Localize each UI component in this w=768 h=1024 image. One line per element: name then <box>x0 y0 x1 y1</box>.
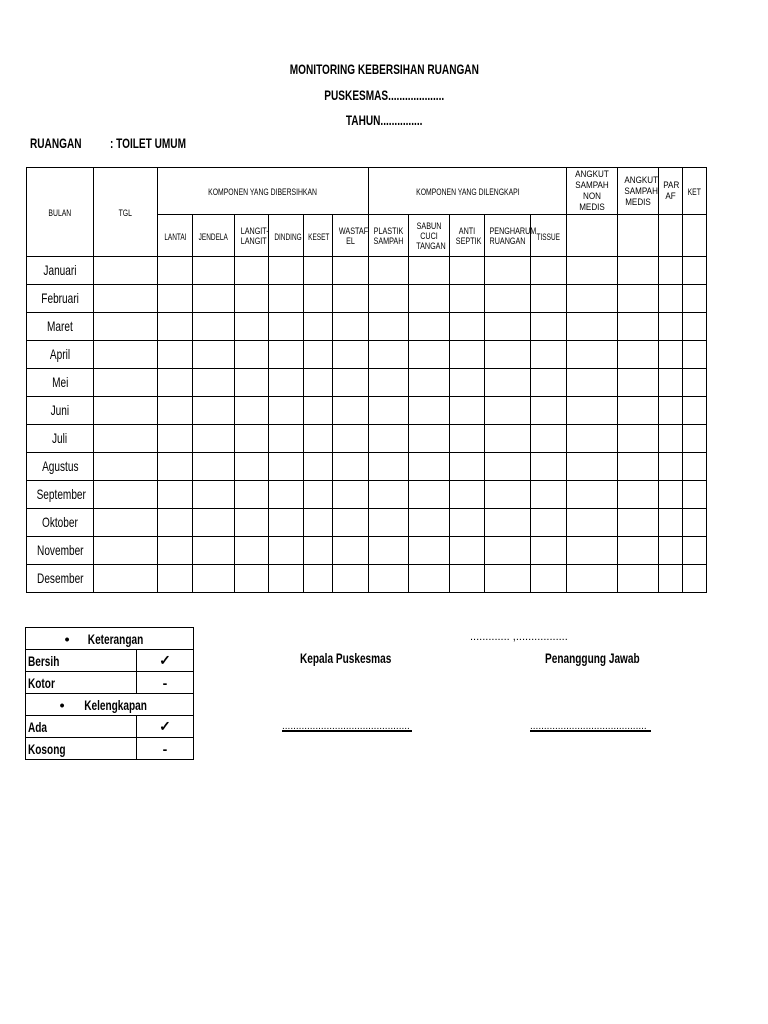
room-value: : TOILET UMUM <box>110 135 186 151</box>
entry-cell[interactable] <box>94 341 158 369</box>
entry-cell[interactable] <box>683 313 707 341</box>
entry-cell[interactable] <box>618 453 659 481</box>
table-row <box>27 565 707 593</box>
month-cell: Juli <box>27 425 94 453</box>
entry-cell[interactable] <box>304 425 333 453</box>
tahun-line: TAHUN............... <box>345 112 423 128</box>
entry-cell[interactable] <box>567 257 618 285</box>
entry-cell[interactable] <box>304 341 333 369</box>
header-wastafel: WASTAF EL <box>333 215 369 257</box>
entry-cell[interactable] <box>158 341 193 369</box>
entry-cell[interactable] <box>269 341 304 369</box>
entry-cell[interactable] <box>269 397 304 425</box>
monitoring-table <box>26 167 707 593</box>
entry-cell[interactable] <box>158 369 193 397</box>
entry-cell[interactable] <box>269 313 304 341</box>
entry-cell[interactable] <box>485 453 531 481</box>
entry-cell[interactable] <box>485 509 531 537</box>
entry-cell[interactable] <box>369 397 409 425</box>
entry-cell[interactable] <box>659 313 683 341</box>
entry-cell[interactable] <box>304 565 333 593</box>
header-lantai: LANTAI <box>158 215 193 257</box>
header-tgl: TGL <box>94 168 158 257</box>
entry-cell[interactable] <box>567 313 618 341</box>
entry-cell[interactable] <box>193 341 235 369</box>
signature-right-line: .......................................... <box>530 721 651 732</box>
entry-cell[interactable] <box>618 509 659 537</box>
entry-cell[interactable] <box>618 397 659 425</box>
entry-cell[interactable] <box>409 453 450 481</box>
entry-cell[interactable] <box>158 565 193 593</box>
entry-cell[interactable] <box>158 257 193 285</box>
entry-cell[interactable] <box>567 481 618 509</box>
entry-cell[interactable] <box>304 313 333 341</box>
entry-cell[interactable] <box>450 509 485 537</box>
legend-kosong-label: Kosong <box>26 738 137 760</box>
legend-kotor-label: Kotor <box>26 672 137 694</box>
entry-cell[interactable] <box>235 257 269 285</box>
entry-cell[interactable] <box>235 565 269 593</box>
entry-cell[interactable] <box>683 425 707 453</box>
puskesmas-line: PUSKESMAS.................... <box>324 87 444 103</box>
entry-cell[interactable] <box>659 257 683 285</box>
entry-cell[interactable] <box>193 369 235 397</box>
header-sabun: SABUN CUCI TANGAN <box>409 215 450 257</box>
month-cell: Maret <box>27 313 94 341</box>
entry-cell[interactable] <box>333 285 369 313</box>
entry-cell[interactable] <box>369 453 409 481</box>
entry-cell[interactable] <box>304 509 333 537</box>
month-cell: September <box>27 481 94 509</box>
entry-cell[interactable] <box>94 565 158 593</box>
entry-cell[interactable] <box>333 341 369 369</box>
entry-cell[interactable] <box>235 369 269 397</box>
entry-cell[interactable] <box>235 537 269 565</box>
entry-cell[interactable] <box>158 397 193 425</box>
entry-cell[interactable] <box>683 565 707 593</box>
entry-cell[interactable] <box>94 257 158 285</box>
month-cell: Desember <box>27 565 94 593</box>
entry-cell[interactable] <box>618 341 659 369</box>
entry-cell[interactable] <box>193 257 235 285</box>
entry-cell[interactable] <box>531 481 567 509</box>
table-row <box>27 509 707 537</box>
entry-cell[interactable] <box>659 509 683 537</box>
header-pengharum: PENGHARUM RUANGAN <box>485 215 531 257</box>
entry-cell[interactable] <box>531 369 567 397</box>
bullet-icon: • <box>59 696 65 713</box>
entry-cell[interactable] <box>531 341 567 369</box>
entry-cell[interactable] <box>567 453 618 481</box>
entry-cell[interactable] <box>369 509 409 537</box>
entry-cell[interactable] <box>659 425 683 453</box>
entry-cell[interactable] <box>531 313 567 341</box>
entry-cell[interactable] <box>333 425 369 453</box>
entry-cell[interactable] <box>450 369 485 397</box>
entry-cell[interactable] <box>659 285 683 313</box>
check-icon: ✓ <box>137 650 194 672</box>
entry-cell[interactable] <box>659 453 683 481</box>
entry-cell[interactable] <box>531 453 567 481</box>
entry-cell[interactable] <box>269 285 304 313</box>
month-cell: April <box>27 341 94 369</box>
header-paraf: PAR AF <box>659 168 683 215</box>
month-cell: Juni <box>27 397 94 425</box>
entry-cell[interactable] <box>193 537 235 565</box>
entry-cell[interactable] <box>94 397 158 425</box>
header-tissue: TISSUE <box>531 215 567 257</box>
header-plastik: PLASTIK SAMPAH <box>369 215 409 257</box>
entry-cell[interactable] <box>369 257 409 285</box>
entry-cell[interactable] <box>567 509 618 537</box>
entry-cell[interactable] <box>235 341 269 369</box>
entry-cell[interactable] <box>683 453 707 481</box>
entry-cell[interactable] <box>485 425 531 453</box>
table-row <box>27 425 707 453</box>
entry-cell[interactable] <box>450 285 485 313</box>
entry-cell[interactable] <box>304 397 333 425</box>
legend-keterangan: • Keterangan <box>26 628 194 650</box>
entry-cell[interactable] <box>193 509 235 537</box>
entry-cell[interactable] <box>409 509 450 537</box>
entry-cell[interactable] <box>193 397 235 425</box>
header-ket: KET <box>683 168 707 215</box>
table-row <box>27 313 707 341</box>
entry-cell[interactable] <box>333 453 369 481</box>
table-row <box>27 397 707 425</box>
entry-cell[interactable] <box>618 285 659 313</box>
header-angkut-non-medis: ANGKUT SAMPAH NON MEDIS <box>567 168 618 215</box>
entry-cell[interactable] <box>193 565 235 593</box>
entry-cell[interactable] <box>369 313 409 341</box>
entry-cell[interactable] <box>304 453 333 481</box>
entry-cell[interactable] <box>531 537 567 565</box>
month-cell: Januari <box>27 257 94 285</box>
entry-cell[interactable] <box>450 257 485 285</box>
entry-cell[interactable] <box>659 369 683 397</box>
entry-cell[interactable] <box>333 369 369 397</box>
legend-table <box>25 627 194 760</box>
entry-cell[interactable] <box>333 509 369 537</box>
entry-cell[interactable] <box>304 257 333 285</box>
entry-cell[interactable] <box>618 369 659 397</box>
header-jendela: JENDELA <box>193 215 235 257</box>
bullet-icon: • <box>64 630 70 647</box>
entry-cell[interactable] <box>369 425 409 453</box>
entry-cell[interactable] <box>450 537 485 565</box>
entry-cell[interactable] <box>235 313 269 341</box>
entry-cell[interactable] <box>531 257 567 285</box>
entry-cell[interactable] <box>409 257 450 285</box>
entry-cell[interactable] <box>450 425 485 453</box>
entry-cell[interactable] <box>531 509 567 537</box>
table-row <box>27 341 707 369</box>
entry-cell[interactable] <box>567 425 618 453</box>
month-cell: November <box>27 537 94 565</box>
header-angkut-medis: ANGKUT SAMPAH MEDIS <box>618 168 659 215</box>
document-title: MONITORING KEBERSIHAN RUANGAN <box>289 61 479 77</box>
entry-cell[interactable] <box>333 537 369 565</box>
entry-cell[interactable] <box>269 509 304 537</box>
entry-cell[interactable] <box>531 285 567 313</box>
entry-cell[interactable] <box>333 397 369 425</box>
entry-cell[interactable] <box>531 425 567 453</box>
legend-kelengkapan: • Kelengkapan <box>26 694 194 716</box>
entry-cell[interactable] <box>158 285 193 313</box>
entry-cell[interactable] <box>567 537 618 565</box>
entry-cell[interactable] <box>333 257 369 285</box>
entry-cell[interactable] <box>659 565 683 593</box>
entry-cell[interactable] <box>158 537 193 565</box>
entry-cell[interactable] <box>333 313 369 341</box>
entry-cell[interactable] <box>304 369 333 397</box>
entry-cell[interactable] <box>409 425 450 453</box>
header-group-equipped: KOMPONEN YANG DILENGKAPI <box>369 168 567 215</box>
entry-cell[interactable] <box>485 537 531 565</box>
check-icon: ✓ <box>137 716 194 738</box>
entry-cell[interactable] <box>333 565 369 593</box>
room-label: RUANGAN <box>30 135 82 151</box>
entry-cell[interactable] <box>193 453 235 481</box>
header-keset: KESET <box>304 215 333 257</box>
legend-ada-label: Ada <box>26 716 137 738</box>
entry-cell[interactable] <box>269 257 304 285</box>
entry-cell[interactable] <box>683 369 707 397</box>
entry-cell[interactable] <box>409 537 450 565</box>
entry-cell[interactable] <box>618 257 659 285</box>
month-cell: Agustus <box>27 453 94 481</box>
header-group-cleaned: KOMPONEN YANG DIBERSIHKAN <box>158 168 369 215</box>
entry-cell[interactable] <box>193 313 235 341</box>
entry-cell[interactable] <box>193 425 235 453</box>
month-cell: Mei <box>27 369 94 397</box>
entry-cell[interactable] <box>94 453 158 481</box>
entry-cell[interactable] <box>409 481 450 509</box>
entry-cell[interactable] <box>659 537 683 565</box>
entry-cell[interactable] <box>485 313 531 341</box>
place-date-line: ............. ,................. <box>470 631 568 643</box>
entry-cell[interactable] <box>158 453 193 481</box>
entry-cell[interactable] <box>485 285 531 313</box>
entry-cell[interactable] <box>94 509 158 537</box>
entry-cell[interactable] <box>94 537 158 565</box>
dash-mark: - <box>137 672 194 694</box>
entry-cell[interactable] <box>409 341 450 369</box>
entry-cell[interactable] <box>659 341 683 369</box>
entry-cell[interactable] <box>683 509 707 537</box>
entry-cell[interactable] <box>409 369 450 397</box>
entry-cell[interactable] <box>369 341 409 369</box>
month-cell: Oktober <box>27 509 94 537</box>
table-row <box>27 537 707 565</box>
entry-cell[interactable] <box>485 341 531 369</box>
entry-cell[interactable] <box>485 481 531 509</box>
entry-cell[interactable] <box>683 257 707 285</box>
entry-cell[interactable] <box>94 313 158 341</box>
entry-cell[interactable] <box>158 425 193 453</box>
table-row <box>27 257 707 285</box>
entry-cell[interactable] <box>235 509 269 537</box>
entry-cell[interactable] <box>269 425 304 453</box>
entry-cell[interactable] <box>269 537 304 565</box>
entry-cell[interactable] <box>235 453 269 481</box>
entry-cell[interactable] <box>369 565 409 593</box>
entry-cell[interactable] <box>94 285 158 313</box>
entry-cell[interactable] <box>304 481 333 509</box>
signature-right-title: Penanggung Jawab <box>545 650 640 666</box>
entry-cell[interactable] <box>269 453 304 481</box>
entry-cell[interactable] <box>269 369 304 397</box>
entry-cell[interactable] <box>94 369 158 397</box>
entry-cell[interactable] <box>369 369 409 397</box>
entry-cell[interactable] <box>158 509 193 537</box>
entry-cell[interactable] <box>618 537 659 565</box>
entry-cell[interactable] <box>618 313 659 341</box>
entry-cell[interactable] <box>369 537 409 565</box>
entry-cell[interactable] <box>567 565 618 593</box>
entry-cell[interactable] <box>659 397 683 425</box>
entry-cell[interactable] <box>450 453 485 481</box>
entry-cell[interactable] <box>409 285 450 313</box>
entry-cell[interactable] <box>193 481 235 509</box>
entry-cell[interactable] <box>409 397 450 425</box>
entry-cell[interactable] <box>567 285 618 313</box>
month-cell: Februari <box>27 285 94 313</box>
entry-cell[interactable] <box>683 537 707 565</box>
room-line <box>30 135 230 151</box>
entry-cell[interactable] <box>193 285 235 313</box>
entry-cell[interactable] <box>369 285 409 313</box>
entry-cell[interactable] <box>94 425 158 453</box>
entry-cell[interactable] <box>409 565 450 593</box>
entry-cell[interactable] <box>683 341 707 369</box>
entry-cell[interactable] <box>618 425 659 453</box>
entry-cell[interactable] <box>531 397 567 425</box>
entry-cell[interactable] <box>531 565 567 593</box>
entry-cell[interactable] <box>683 481 707 509</box>
header-langit: LANGIT-LANGIT <box>235 215 269 257</box>
entry-cell[interactable] <box>485 257 531 285</box>
entry-cell[interactable] <box>450 481 485 509</box>
entry-cell[interactable] <box>235 481 269 509</box>
entry-cell[interactable] <box>485 565 531 593</box>
entry-cell[interactable] <box>450 397 485 425</box>
entry-cell[interactable] <box>450 341 485 369</box>
entry-cell[interactable] <box>485 369 531 397</box>
entry-cell[interactable] <box>567 369 618 397</box>
entry-cell[interactable] <box>158 313 193 341</box>
entry-cell[interactable] <box>269 481 304 509</box>
entry-cell[interactable] <box>409 313 450 341</box>
entry-cell[interactable] <box>304 537 333 565</box>
entry-cell[interactable] <box>235 425 269 453</box>
entry-cell[interactable] <box>567 397 618 425</box>
table-row <box>27 369 707 397</box>
entry-cell[interactable] <box>450 313 485 341</box>
entry-cell[interactable] <box>618 481 659 509</box>
entry-cell[interactable] <box>235 397 269 425</box>
entry-cell[interactable] <box>450 565 485 593</box>
table-row <box>27 285 707 313</box>
entry-cell[interactable] <box>567 341 618 369</box>
header-bulan: BULAN <box>27 168 94 257</box>
entry-cell[interactable] <box>683 397 707 425</box>
entry-cell[interactable] <box>94 481 158 509</box>
entry-cell[interactable] <box>269 565 304 593</box>
entry-cell[interactable] <box>618 565 659 593</box>
table-row <box>27 453 707 481</box>
signature-left-line: .............................................. <box>282 721 412 732</box>
entry-cell[interactable] <box>158 481 193 509</box>
entry-cell[interactable] <box>235 285 269 313</box>
signature-left-title: Kepala Puskesmas <box>300 650 392 666</box>
table-row <box>27 481 707 509</box>
header-antiseptik: ANTI SEPTIK <box>450 215 485 257</box>
entry-cell[interactable] <box>369 481 409 509</box>
dash-mark: - <box>137 738 194 760</box>
entry-cell[interactable] <box>333 481 369 509</box>
header-dinding: DINDING <box>269 215 304 257</box>
legend-bersih-label: Bersih <box>26 650 137 672</box>
entry-cell[interactable] <box>485 397 531 425</box>
entry-cell[interactable] <box>683 285 707 313</box>
entry-cell[interactable] <box>659 481 683 509</box>
entry-cell[interactable] <box>304 285 333 313</box>
